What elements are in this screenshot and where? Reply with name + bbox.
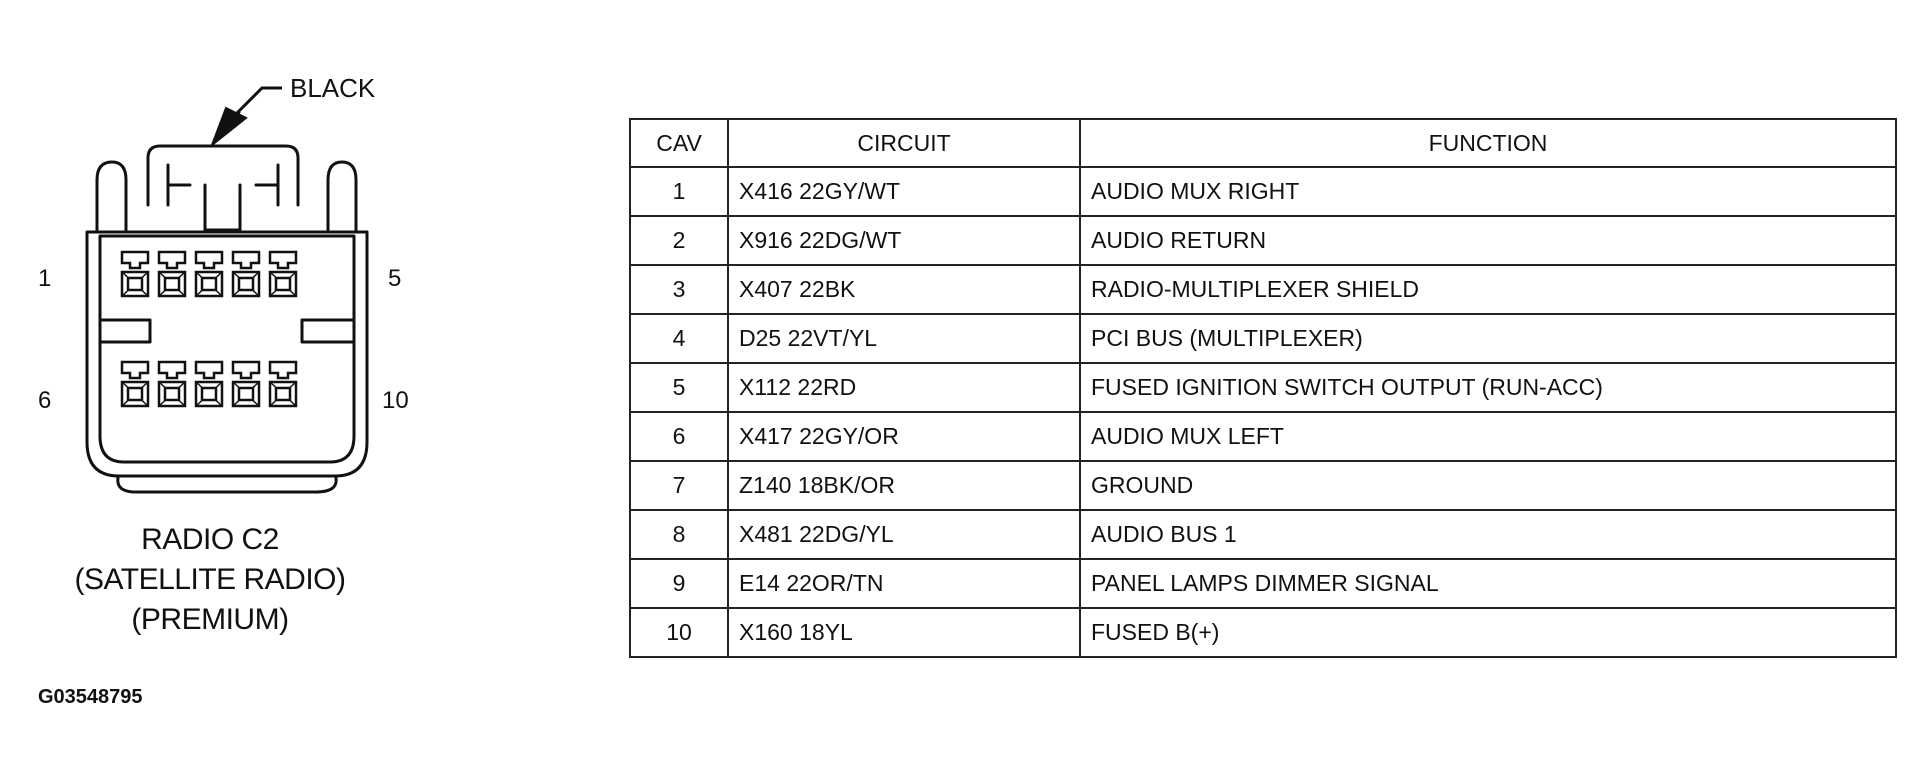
table-row <box>630 510 1896 559</box>
black-label-arrow <box>212 108 246 145</box>
connector-caption <box>40 520 380 640</box>
cell-circuit: E14 22OR/TN <box>728 559 1080 608</box>
pin-label-6: 6 <box>38 387 52 414</box>
header-function: FUNCTION <box>1080 119 1896 167</box>
table-row <box>630 461 1896 510</box>
table-body <box>630 167 1896 657</box>
connector-rib-right <box>302 320 354 342</box>
connector-cavity <box>122 252 148 296</box>
connector-cavity <box>196 362 222 406</box>
pin-label-1: 1 <box>38 265 52 292</box>
table-row <box>630 412 1896 461</box>
connector-cavity <box>122 362 148 406</box>
table-row <box>630 559 1896 608</box>
cell-cav: 5 <box>630 363 728 412</box>
cell-cav: 2 <box>630 216 728 265</box>
connector-lock-tab <box>148 146 298 205</box>
connector-lock-slot <box>168 165 278 230</box>
cell-function: AUDIO BUS 1 <box>1080 510 1896 559</box>
connector-diagram <box>0 0 420 520</box>
table-row <box>630 216 1896 265</box>
cell-function: AUDIO MUX LEFT <box>1080 412 1896 461</box>
cell-cav: 10 <box>630 608 728 657</box>
header-cav: CAV <box>630 119 728 167</box>
figure-id: G03548795 <box>38 686 143 708</box>
connector-left-latch <box>97 162 126 232</box>
connector-cavity <box>159 252 185 296</box>
cell-circuit: X416 22GY/WT <box>728 167 1080 216</box>
connector-base <box>118 478 336 492</box>
table-row <box>630 608 1896 657</box>
connector-cavity <box>270 362 296 406</box>
connector-cavities <box>122 252 296 406</box>
cell-function: RADIO-MULTIPLEXER SHIELD <box>1080 265 1896 314</box>
cell-function: AUDIO RETURN <box>1080 216 1896 265</box>
cell-circuit: X481 22DG/YL <box>728 510 1080 559</box>
color-label: BLACK <box>290 73 376 103</box>
connector-cavity <box>233 362 259 406</box>
cell-cav: 8 <box>630 510 728 559</box>
pin-label-5: 5 <box>388 265 402 292</box>
cell-cav: 3 <box>630 265 728 314</box>
table-row <box>630 363 1896 412</box>
cell-cav: 1 <box>630 167 728 216</box>
connector-rib-left <box>100 320 150 342</box>
cell-function: PCI BUS (MULTIPLEXER) <box>1080 314 1896 363</box>
connector-cavity <box>196 252 222 296</box>
cell-function: FUSED IGNITION SWITCH OUTPUT (RUN-ACC) <box>1080 363 1896 412</box>
connector-right-latch <box>328 162 356 232</box>
connector-cavity <box>159 362 185 406</box>
caption-line-3: (PREMIUM) <box>131 603 289 636</box>
table-row <box>630 265 1896 314</box>
caption-line-1: RADIO C2 <box>141 523 279 556</box>
cell-circuit: X916 22DG/WT <box>728 216 1080 265</box>
pin-label-10: 10 <box>382 387 409 414</box>
table-row <box>630 314 1896 363</box>
header-circuit: CIRCUIT <box>728 119 1080 167</box>
cell-cav: 4 <box>630 314 728 363</box>
cell-circuit: X112 22RD <box>728 363 1080 412</box>
cell-cav: 6 <box>630 412 728 461</box>
cell-function: PANEL LAMPS DIMMER SIGNAL <box>1080 559 1896 608</box>
pinout-table <box>629 118 1897 658</box>
caption-line-2: (SATELLITE RADIO) <box>74 563 346 596</box>
cell-circuit: D25 22VT/YL <box>728 314 1080 363</box>
connector-cavity <box>270 252 296 296</box>
table-header-row <box>630 119 1896 167</box>
cell-circuit: X407 22BK <box>728 265 1080 314</box>
cell-cav: 7 <box>630 461 728 510</box>
connector-body-inner <box>100 236 354 462</box>
table-row <box>630 167 1896 216</box>
cell-circuit: X417 22GY/OR <box>728 412 1080 461</box>
cell-circuit: X160 18YL <box>728 608 1080 657</box>
cell-function: GROUND <box>1080 461 1896 510</box>
connector-cavity <box>233 252 259 296</box>
cell-function: FUSED B(+) <box>1080 608 1896 657</box>
cell-circuit: Z140 18BK/OR <box>728 461 1080 510</box>
cell-function: AUDIO MUX RIGHT <box>1080 167 1896 216</box>
cell-cav: 9 <box>630 559 728 608</box>
